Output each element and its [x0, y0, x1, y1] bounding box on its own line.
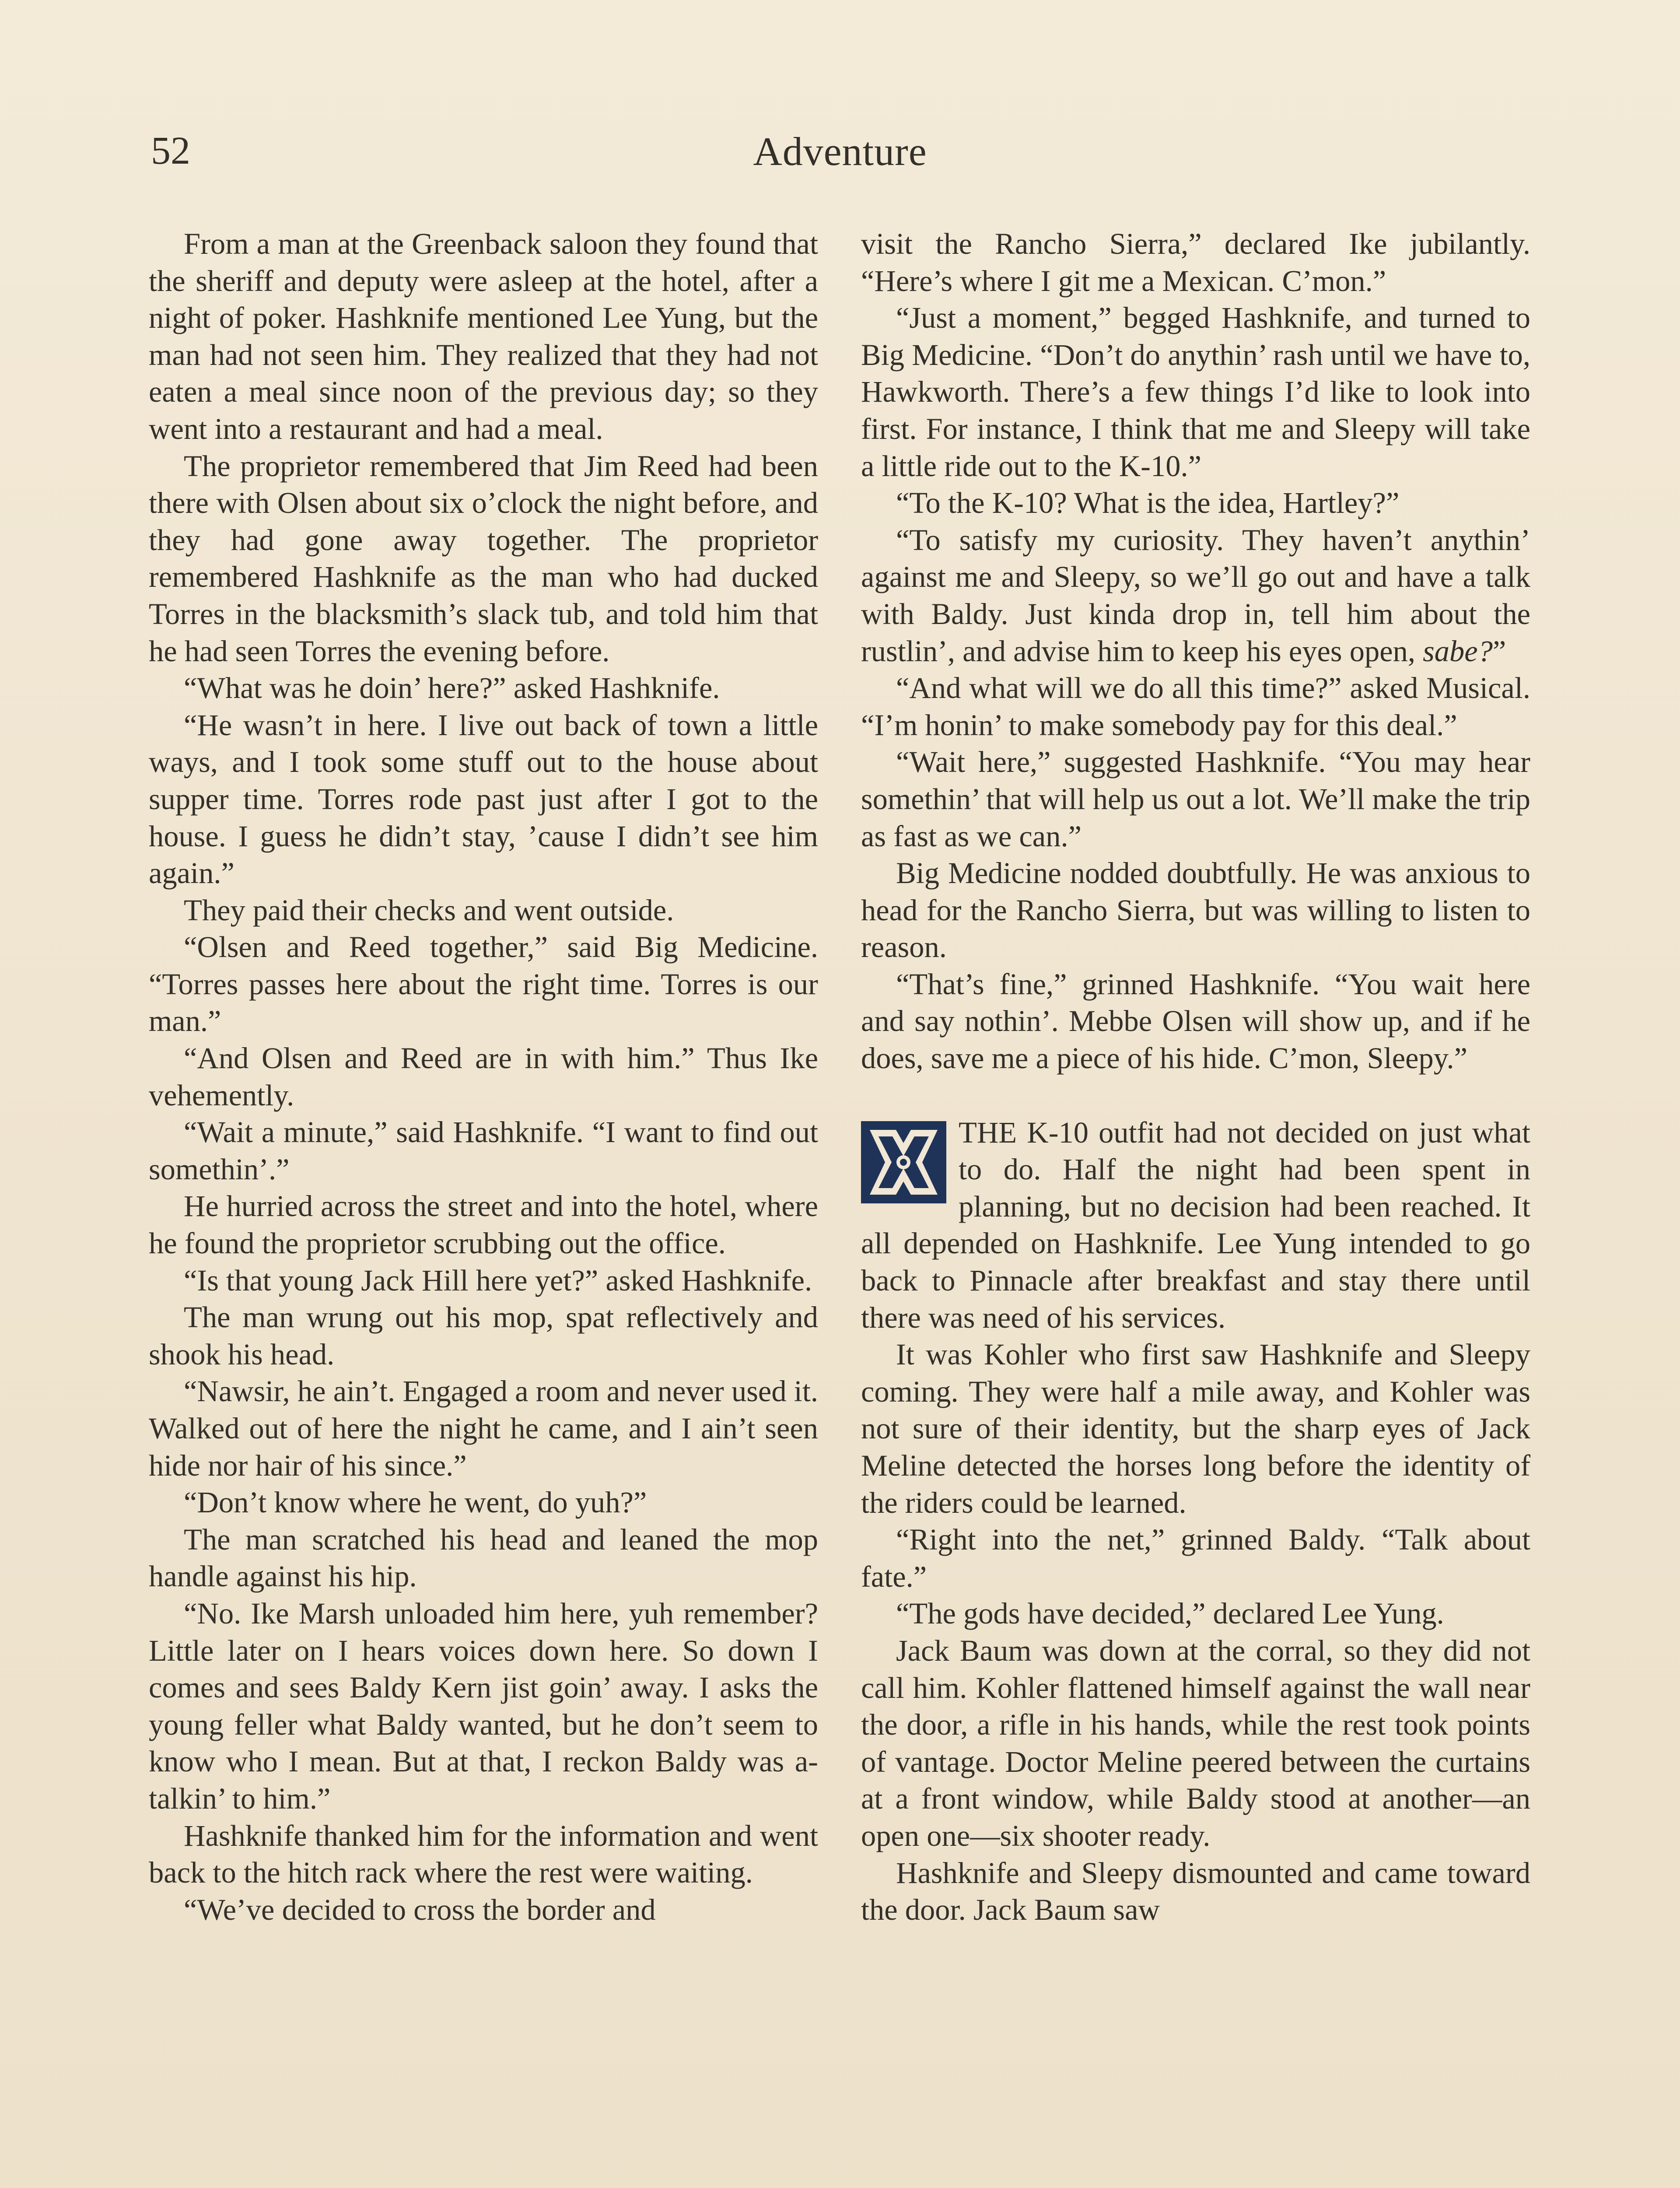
paragraph: visit the Rancho Sierra,” declared Ike jubilantly. “Here’s where I git me a Mexican. C’mon.” [861, 227, 1530, 298]
italic-word: sabe? [1423, 634, 1493, 668]
paragraph: “Right into the net,” grinned Baldy. “Talk about fate.” [861, 1523, 1530, 1593]
running-head-title: Adventure [753, 129, 927, 174]
closing-quote: ” [1492, 634, 1506, 668]
paragraph: The man wrung out his mop, spat reflectively and shook his head. [149, 1301, 818, 1371]
paragraph-text: “To satisfy my curiosity. They haven’t anythin’ against me and Sleepy, so we’ll go out and have a talk with Baldy. Just kinda drop in, tell him about the rustlin’, and advise him to keep his eyes open, [861, 523, 1530, 668]
paragraph: They paid their checks and went outside. [184, 893, 674, 927]
paragraph: The proprietor remembered that Jim Reed had been there with Olsen about six o’clock the night before, and they had gone away together. The proprietor remembered Hashknife as the man who had ducked Torres in the blacksmith’s slack tub, and told him that he had seen Torres the evening before. [149, 449, 818, 668]
paragraph: “Nawsir, he ain’t. Engaged a room and never used it. Walked out of here the night he came, and I ain’t seen hide nor hair of his since.” [149, 1375, 818, 1482]
paragraph: “And what will we do all this time?” asked Musical. “I’m honin’ to make somebody pay for this deal.” [861, 671, 1530, 742]
paragraph: He hurried across the street and into the hotel, where he found the proprietor scrubbing out the office. [149, 1189, 818, 1260]
paragraph: The man scratched his head and leaned the mop handle against his hip. [149, 1522, 818, 1593]
paragraph: It was Kohler who first saw Hashknife and Sleepy coming. They were half a mile away, and Kohler was not sure of their identity, but the sharp eyes of Jack Meline detected the horses long before the identity of the riders could be learned. [861, 1338, 1530, 1519]
paragraph: Big Medicine nodded doubtfully. He was anxious to head for the Rancho Sierra, but was willing to listen to reason. [861, 856, 1530, 964]
paragraph: “That’s fine,” grinned Hashknife. “You wait here and say nothin’. Mebbe Olsen will show up, and if he does, save me a piece of his hide. C’mon, Sleepy.” [861, 967, 1530, 1075]
paragraph [861, 522, 1530, 670]
paragraph: “Wait a minute,” said Hashknife. “I want to find out somethin’.” [149, 1115, 818, 1186]
paragraph: From a man at the Greenback saloon they found that the sheriff and deputy were asleep at the hotel, after a night of poker. Hashknife mentioned Lee Yung, but the man had not seen him. They realized that they had not eaten a meal since noon of the previous day; so they went into a restaurant and had a meal. [149, 227, 818, 445]
paragraph: “Just a moment,” begged Hashknife, and turned to Big Medicine. “Don’t do anythin’ rash until we have to, Hawkworth. There’s a few things I’d like to look into first. For instance, I think that me and Sleepy will take a little ride out to the K-10.” [861, 301, 1530, 483]
paragraph: “Don’t know where he went, do yuh?” [184, 1486, 647, 1519]
ornamental-dropcap-icon [861, 1121, 946, 1203]
paragraph: “Wait here,” suggested Hashknife. “You may hear somethin’ that will help us out a lot. We’ll make the trip as fast as we can.” [861, 745, 1530, 853]
paragraph: “And Olsen and Reed are in with him.” Thus Ike vehemently. [149, 1041, 818, 1112]
right-text-column [861, 225, 1530, 1929]
left-text-column [149, 225, 818, 1928]
paragraph: “Is that young Jack Hill here yet?” asked Hashknife. [184, 1263, 812, 1297]
paragraph: “We’ve decided to cross the border and [184, 1893, 656, 1926]
paragraph-text: HE K-10 outfit had not decided on just what to do. Half the night had been spent in planning, but no decision had been reached. It all depended on Hashknife. Lee Yung intended to go back to Pinnacle after breakfast and stay there until there was need of his services. [861, 1115, 1530, 1334]
paragraph: “No. Ike Marsh unloaded him here, yuh remember? Little later on I hears voices down here. So down I comes and sees Baldy Kern jist goin’ away. I asks the young feller what Baldy wanted, but he don’t seem to know who I mean. But at that, I reckon Baldy was a-talkin’ to him.” [149, 1596, 818, 1815]
paragraph: “The gods have decided,” declared Lee Yung. [896, 1597, 1444, 1630]
paragraph: “Olsen and Reed together,” said Big Medicine. “Torres passes here about the right time. Torres is our man.” [149, 930, 818, 1038]
dropcap-letter: T [959, 1115, 977, 1149]
paragraph: Hashknife thanked him for the information and went back to the hitch rack where the rest were waiting. [149, 1819, 818, 1890]
section-start-paragraph [861, 1114, 1530, 1336]
page-number: 52 [151, 129, 190, 172]
paragraph: “He wasn’t in here. I live out back of town a little ways, and I took some stuff out to the house about supper time. Torres rode past just after I got to the house. I guess he didn’t stay, ’cause I didn’t see him again.” [149, 708, 818, 890]
paragraph: Hashknife and Sleepy dismounted and came toward the door. Jack Baum saw [861, 1856, 1530, 1927]
paragraph: “What was he doin’ here?” asked Hashknife. [184, 671, 720, 705]
paragraph: Jack Baum was down at the corral, so they did not call him. Kohler flattened himself against the wall near the door, a rifle in his hands, while the rest took points of vantage. Doctor Meline peered between the curtains at a front window, while Baldy stood at another—an open one—six shooter ready. [861, 1634, 1530, 1852]
paragraph: “To the K-10? What is the idea, Hartley?” [896, 486, 1400, 520]
